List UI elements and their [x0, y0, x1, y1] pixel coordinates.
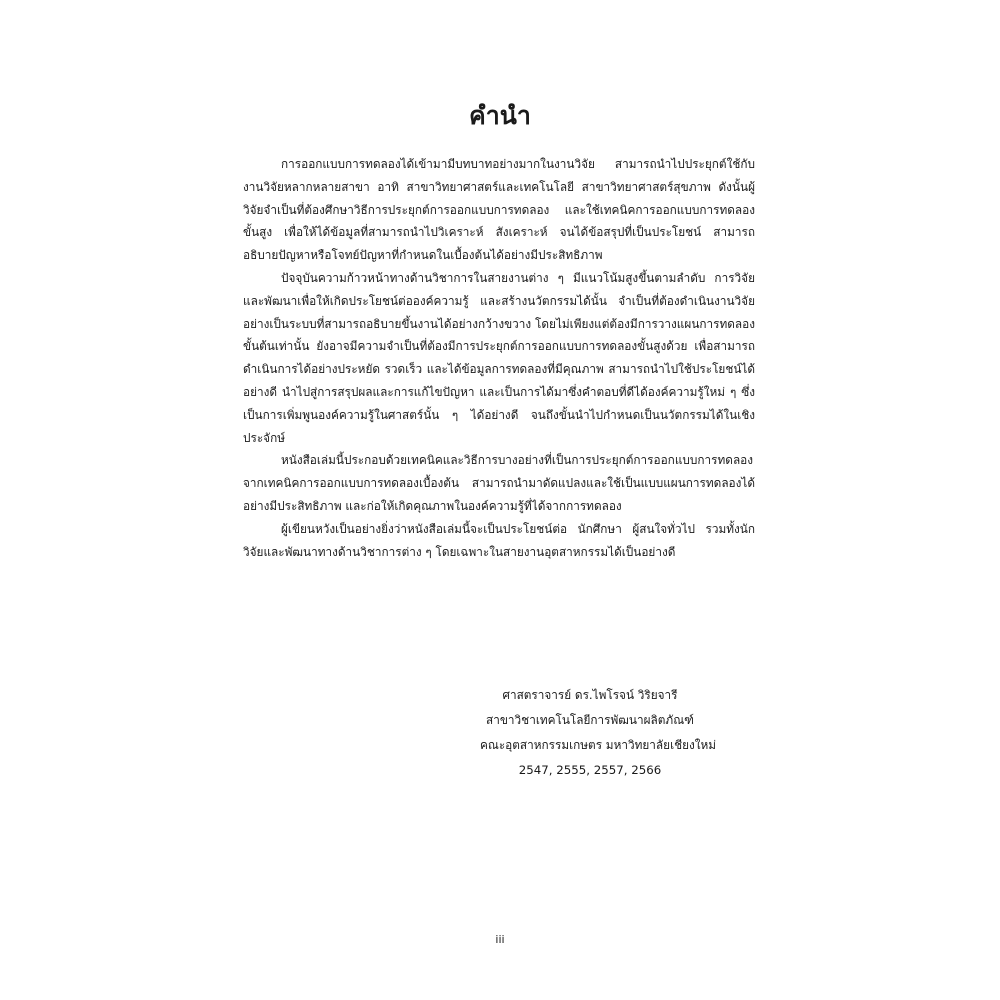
author-department: สาขาวิชาเทคโนโลยีการพัฒนาผลิตภัณฑ์: [486, 713, 694, 727]
paragraph-1: การออกแบบการทดลองได้เข้ามามีบทบาทอย่างมากในงานวิจัย สามารถนำไปประยุกต์ใช้กับงานวิจัยหลากหลายสาขา อาทิ สาขาวิทยาศาสตร์และเทคโนโลยี สาขาวิทยาศาสตร์สุขภาพ ดังนั้นผู้วิจัยจำเป็นที่ต้องศึกษาวิธีการประยุกต์การออกแบบการทดลอง และใช้เทคนิคการออกแบบการทดลองขั้นสูง เพื่อให้ได้ข้อมูลที่สามารถนำไปวิเคราะห์ สังเคราะห์ จนได้ข้อสรุปที่เป็นประโยชน์ สามารถอธิบายปัญหาหรือโจทย์ปัญหาที่กำหนดในเบื้องต้นได้อย่างมีประสิทธิภาพ: [243, 157, 755, 263]
page-number: iii: [495, 933, 505, 946]
author-faculty: คณะอุตสาหกรรมเกษตร มหาวิทยาลัยเชียงใหม่: [480, 738, 717, 752]
author-name: ศาสตราจารย์ ดร.ไพโรจน์ วิริยจารี: [502, 688, 678, 702]
paragraph-4: ผู้เขียนหวังเป็นอย่างยิ่งว่าหนังสือเล่มนี้จะเป็นประโยชน์ต่อ นักศึกษา ผู้สนใจทั่วไป รวมทั้งนักวิจัยและพัฒนาทางด้านวิชาการต่าง ๆ โดยเฉพาะในสายงานอุตสาหกรรมได้เป็นอย่างดี: [243, 521, 755, 559]
page-title: คำนำ: [469, 101, 531, 130]
paragraph-2: ปัจจุบันความก้าวหน้าทางด้านวิชาการในสายงานต่าง ๆ มีแนวโน้มสูงขึ้นตามลำดับ การวิจัยและพัฒนาเพื่อให้เกิดประโยชน์ต่อองค์ความรู้ และสร้างนวัตกรรมได้นั้น จำเป็นที่ต้องดำเนินงานวิจัยอย่างเป็นระบบที่สามารถอธิบายขึ้นงานได้อย่างกว้างขวาง โดยไม่เพียงแต่ต้องมีการวางแผนการทดลองขั้นต้นเท่านั้น ยังอาจมีความจำเป็นที่ต้องมีการประยุกต์การออกแบบการทดลองขั้นสูงด้วย เพื่อสามารถดำเนินการได้อย่างประหยัด รวดเร็ว และได้ข้อมูลการทดลองที่มีคุณภาพ สามารถนำไปใช้ประโยชน์ได้อย่างดี นำไปสู่การสรุปผลและการแก้ไขปัญหา และเป็นการได้มาซึ่งคำตอบที่ดีได้องค์ความรู้ใหม่ ๆ ซึ่งเป็นการเพิ่มพูนองค์ความรู้ในศาสตร์นั้น ๆ ได้อย่างดี จนถึงขั้นนำไปกำหนดเป็นนวัตกรรมได้ในเชิงประจักษ์: [243, 270, 755, 445]
body-text: [243, 153, 755, 563]
edition-years: 2547, 2555, 2557, 2566: [518, 763, 662, 777]
paragraph-3: หนังสือเล่มนี้ประกอบด้วยเทคนิคและวิธีการบางอย่างที่เป็นการประยุกต์การออกแบบการทดลองจากเทคนิคการออกแบบการทดลองเบื้องต้น สามารถนำมาดัดแปลงและใช้เป็นแบบแผนการทดลองได้อย่างมีประสิทธิภาพ และก่อให้เกิดคุณภาพในองค์ความรู้ที่ได้จากการทดลอง: [243, 453, 755, 513]
signature-block: [480, 683, 717, 783]
